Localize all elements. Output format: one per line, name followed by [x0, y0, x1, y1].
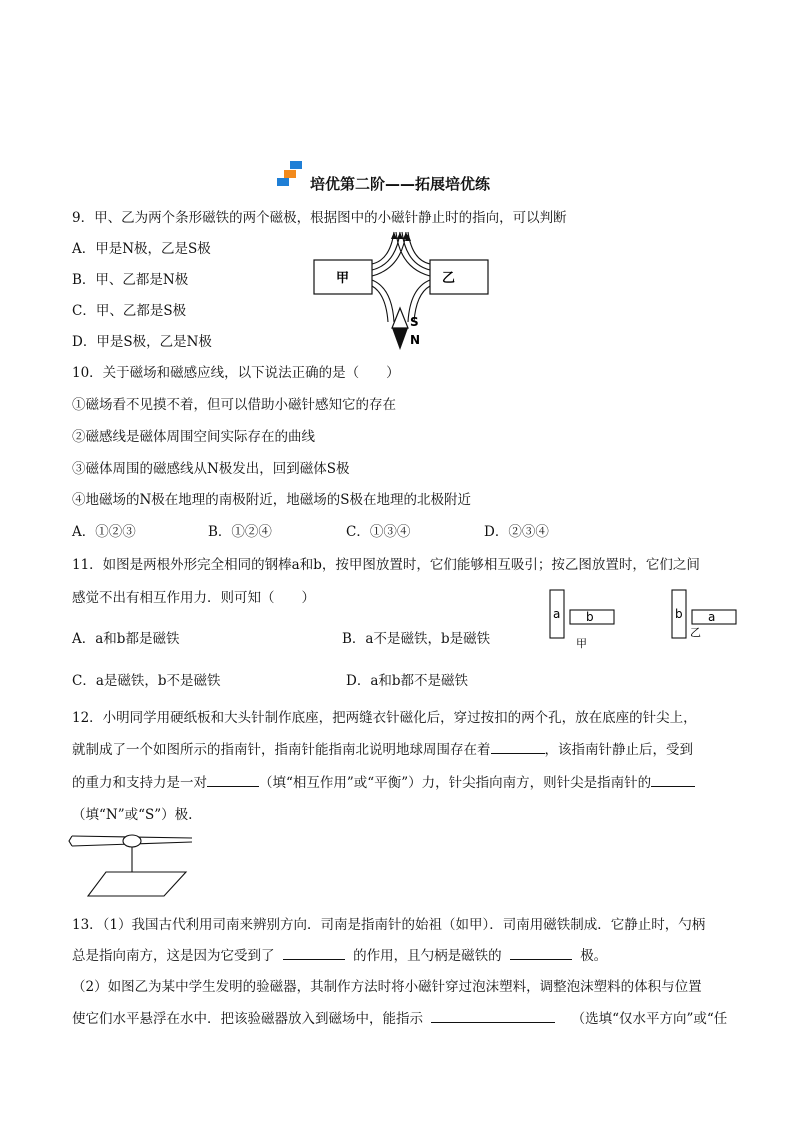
q10-statement-3: ③磁体周围的磁感线从N极发出，回到磁体S极 [72, 461, 350, 477]
q12-line3 [72, 771, 695, 791]
needle-s-label: S [410, 315, 419, 329]
q12-line2-part1: 就制成了一个如图所示的指南针，指南针能指南北说明地球周围存在着 [72, 742, 491, 758]
q9-option-c: C．甲、乙都是S极 [72, 303, 187, 319]
bar-vertical-label: b [675, 607, 683, 621]
q10-statement-1: ①磁场看不见摸不着，但可以借助小磁针感知它的存在 [72, 397, 396, 413]
q13-blank-3 [431, 1008, 555, 1023]
compass-needle-s-icon [392, 308, 408, 328]
bar-vertical-label: a [553, 607, 561, 621]
base-board [88, 872, 186, 896]
q11-option-c: C．a是磁铁，b不是磁铁 [72, 673, 221, 689]
q10-stem: 10．关于磁场和磁感应线，以下说法正确的是（ ） [72, 365, 400, 381]
magnet-right [430, 260, 488, 294]
q12-line3-part2: （填“相互作用”或“平衡”）力，针尖指向南方，则针尖是指南针的 [259, 775, 652, 791]
q12-blank-2 [207, 772, 259, 787]
q11-option-b: B．a不是磁铁，b是磁铁 [342, 631, 491, 647]
snap-button [123, 835, 141, 847]
q13-line3: （2）如图乙为某中学生发明的验磁器，其制作方法时将小磁针穿过泡沫塑料，调整泡沫塑料的体积与位置 [72, 979, 702, 995]
q13-line2-part1: 总是指向南方，这是因为它受到了 [72, 948, 275, 964]
q12-line2-part2: ，该指南针静止后，受到 [544, 742, 693, 758]
q13-line4-part1: 使它们水平悬浮在水中．把该验磁器放入到磁场中，能指示 [72, 1011, 423, 1027]
q10-option-b: B．①②④ [208, 524, 272, 540]
section-header [276, 160, 536, 193]
q11-figure-yi [670, 588, 740, 648]
q10-option-c: C．①③④ [346, 524, 411, 540]
q13-line2-part2: 的作用，且勺柄是磁铁的 [353, 948, 502, 964]
magnet-left-label: 甲 [336, 271, 350, 286]
bar-horizontal-label: b [586, 610, 594, 624]
q10-statement-4: ④地磁场的N极在地理的南极附近，地磁场的S极在地理的北极附近 [72, 492, 472, 508]
title-logo-icon [276, 160, 306, 190]
q12-blank-3 [651, 772, 695, 787]
q13-blank-2 [510, 945, 572, 960]
q13-blank-1 [283, 945, 345, 960]
q11-figure-jia [548, 588, 618, 652]
q9-option-d: D．甲是S极，乙是N极 [72, 334, 212, 350]
q9-stem: 9．甲、乙为两个条形磁铁的两个磁极，根据图中的小磁针静止时的指向，可以判断 [72, 210, 567, 226]
q9-magnet-figure [312, 230, 492, 352]
q9-option-a: A．甲是N极，乙是S极 [72, 241, 211, 257]
q13-line4-part2: （选填“仅水平方向”或“任 [571, 1011, 728, 1027]
q13-line4 [72, 1007, 727, 1027]
fig-caption: 乙 [690, 626, 701, 639]
q12-compass-figure [68, 828, 198, 900]
fig-caption: 甲 [576, 637, 587, 650]
q11-stem-line2: 感觉不出有相互作用力．则可知（ ） [72, 590, 315, 606]
q9-option-b: B．甲、乙都是N极 [72, 272, 189, 288]
q12-line4: （填“N”或“S”）极. [72, 807, 193, 823]
needle-n-label: N [410, 333, 421, 347]
q10-statement-2: ②磁感线是磁体周围空间实际存在的曲线 [72, 429, 315, 445]
q10-option-a: A．①②③ [72, 524, 136, 540]
needle-tip-icon [69, 836, 72, 846]
q11-option-d: D．a和b都不是磁铁 [346, 673, 469, 689]
q11-stem-line1: 11．如图是两根外形完全相同的钢棒a和b，按甲图放置时，它们能够相互吸引；按乙图放置时，它们之间 [72, 557, 700, 573]
q11-option-a: A．a和b都是磁铁 [72, 631, 180, 647]
magnet-right-label: 乙 [442, 271, 456, 286]
q12-blank-1 [491, 739, 545, 754]
q12-line1: 12．小明同学用硬纸板和大头针制作底座，把两缝衣针磁化后，穿过按扣的两个孔，放在底座的针尖上， [72, 710, 697, 726]
q13-line2-part3: 极。 [580, 948, 608, 964]
q12-line2 [72, 738, 693, 758]
field-lines [372, 232, 430, 322]
bar-horizontal-label: a [708, 610, 716, 624]
q13-line1: 13．（1）我国古代利用司南来辨别方向．司南是指南针的始祖（如甲）．司南用磁铁制成．它静止时，勺柄 [72, 917, 706, 933]
compass-needle-n-icon [392, 328, 408, 350]
q13-line2 [72, 944, 607, 964]
q12-line3-part1: 的重力和支持力是一对 [72, 775, 207, 791]
section-title: 培优第二阶——拓展培优练 [310, 175, 491, 193]
q10-option-d: D．②③④ [484, 524, 549, 540]
